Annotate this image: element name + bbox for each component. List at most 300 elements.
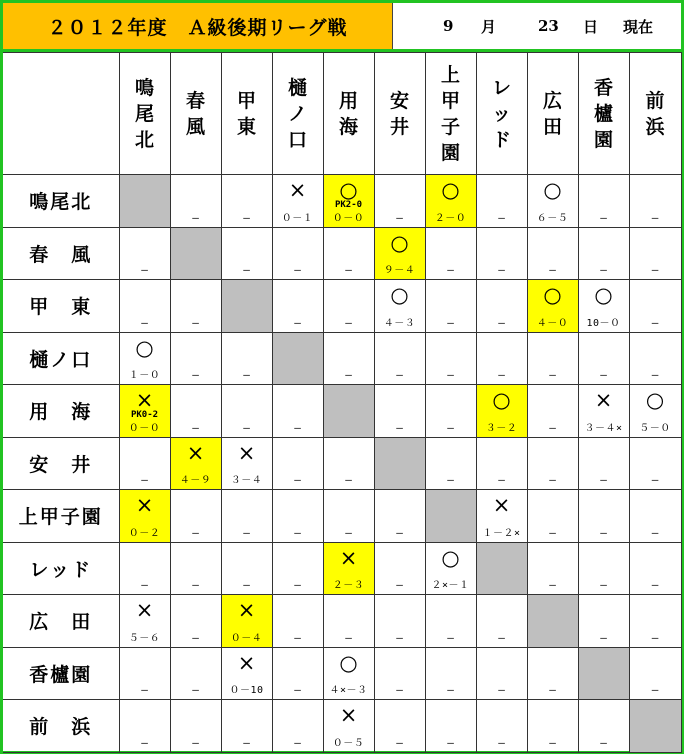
no-result-dash: –: [294, 420, 301, 434]
no-result-dash: –: [243, 263, 250, 276]
column-team-name: 鳴尾北: [134, 76, 154, 151]
result-cell: [119, 280, 170, 333]
result-cell: [527, 332, 578, 385]
result-cell: [221, 595, 272, 648]
result-cell: [425, 647, 476, 700]
no-result-dash: –: [651, 630, 659, 644]
no-result-dash: –: [549, 263, 556, 276]
pk-score: PK0-2: [130, 410, 159, 420]
result-cell: [374, 542, 425, 595]
no-result-dash: –: [243, 210, 250, 224]
table-row: [3, 595, 681, 648]
no-result-dash: –: [396, 210, 403, 224]
result-cell: [170, 332, 221, 385]
no-result-dash: –: [600, 263, 607, 276]
no-result-dash: –: [600, 368, 607, 381]
result-cell: [323, 647, 374, 700]
result-cell: [578, 280, 629, 333]
no-result-dash: –: [345, 368, 352, 381]
loss-mark: ×: [339, 703, 358, 727]
win-mark: ○: [135, 335, 154, 360]
match-score: ５－０: [639, 422, 671, 434]
no-result-dash: –: [498, 683, 505, 696]
self-match-cell: [323, 385, 374, 438]
column-team-name: 甲東: [236, 89, 256, 138]
no-result-dash: –: [294, 315, 301, 329]
header-bar: [3, 3, 681, 52]
result-cell: [119, 437, 170, 490]
table-row: [3, 227, 681, 280]
result-cell: [119, 385, 170, 438]
no-result-dash: –: [651, 525, 659, 539]
result-cell: [578, 227, 629, 280]
result-cell: [629, 647, 681, 700]
result-cell: [272, 227, 323, 280]
self-match-cell: [374, 437, 425, 490]
pk-score: PK2-0: [334, 200, 363, 210]
result-cell: [425, 175, 476, 228]
result-cell: [119, 332, 170, 385]
result-cell: [374, 647, 425, 700]
column-header: [119, 53, 170, 175]
result-cell: [374, 385, 425, 438]
result-cell: [119, 647, 170, 700]
loss-mark: ×: [339, 545, 358, 570]
result-cell: [221, 385, 272, 438]
match-score: ９－４: [383, 265, 416, 276]
no-result-dash: –: [192, 630, 199, 644]
no-result-dash: –: [294, 735, 301, 749]
result-cell: [527, 227, 578, 280]
no-result-dash: –: [600, 473, 607, 486]
result-cell: [323, 700, 374, 753]
match-score: ０－５: [332, 737, 365, 749]
no-result-dash: –: [192, 420, 199, 434]
result-cell: [323, 175, 374, 228]
no-result-dash: –: [549, 473, 556, 486]
result-cell: [629, 542, 681, 595]
match-score: ３－４: [230, 475, 263, 486]
no-result-dash: –: [498, 735, 505, 749]
result-cell: [527, 280, 578, 333]
corner-cell: [3, 53, 119, 175]
result-cell: [221, 647, 272, 700]
date-display: [393, 3, 681, 49]
no-result-dash: –: [447, 735, 454, 749]
result-cell: [323, 437, 374, 490]
result-cell: [374, 175, 425, 228]
result-cell: [170, 700, 221, 753]
table-row: [3, 280, 681, 333]
no-result-dash: –: [294, 630, 301, 644]
result-cell: [119, 700, 170, 753]
win-mark: ○: [339, 178, 358, 202]
loss-mark: ×: [288, 178, 307, 202]
result-cell: [578, 595, 629, 648]
result-cell: [272, 175, 323, 228]
result-cell: [578, 700, 629, 753]
result-cell: [119, 227, 170, 280]
no-result-dash: –: [498, 315, 505, 329]
match-score: ０－０: [128, 422, 161, 434]
column-header: [272, 53, 323, 175]
no-result-dash: –: [141, 578, 148, 591]
result-cell: [425, 227, 476, 280]
result-cell: [425, 700, 476, 753]
result-cell: [374, 332, 425, 385]
no-result-dash: –: [192, 315, 199, 329]
result-cell: [221, 175, 272, 228]
no-result-dash: –: [549, 683, 556, 696]
table-row: [3, 647, 681, 700]
result-cell: [272, 385, 323, 438]
self-match-cell: [272, 332, 323, 385]
loss-mark: ×: [186, 440, 205, 465]
result-cell: [476, 595, 527, 648]
row-team-name: 安 井: [3, 437, 119, 490]
date-month-unit: 月: [481, 17, 497, 36]
no-result-dash: –: [192, 525, 199, 539]
result-cell: [323, 332, 374, 385]
result-cell: [323, 490, 374, 543]
row-team-name: 香櫨園: [3, 647, 119, 700]
no-result-dash: –: [192, 735, 199, 749]
loss-mark: ×: [135, 388, 154, 412]
no-result-dash: –: [600, 735, 607, 749]
result-cell: [170, 280, 221, 333]
no-result-dash: –: [651, 368, 659, 381]
match-score: ０－４: [230, 632, 263, 644]
column-header: [374, 53, 425, 175]
row-team-name: 広 田: [3, 595, 119, 648]
result-cell: [629, 227, 681, 280]
column-header: [221, 53, 272, 175]
result-cell: [221, 332, 272, 385]
result-cell: [578, 385, 629, 438]
result-cell: [527, 385, 578, 438]
match-score: ２×－１: [431, 580, 470, 591]
column-header: [527, 53, 578, 175]
league-title: ２０１２年度 Ａ級後期リーグ戦: [3, 3, 393, 49]
column-team-name: 香櫨園: [593, 76, 613, 151]
result-cell: [629, 280, 681, 333]
result-cell: [476, 227, 527, 280]
row-team-name: 上甲子園: [3, 490, 119, 543]
no-result-dash: –: [192, 578, 199, 591]
no-result-dash: –: [447, 683, 454, 696]
result-cell: [476, 280, 527, 333]
column-team-name: 広田: [542, 89, 562, 138]
match-score: ２－３: [332, 580, 365, 591]
result-cell: [170, 647, 221, 700]
win-mark: ○: [543, 283, 562, 307]
match-score: ０－10: [229, 685, 264, 696]
result-cell: [170, 490, 221, 543]
result-cell: [221, 542, 272, 595]
no-result-dash: –: [243, 368, 250, 381]
column-team-name: 上甲子園: [440, 63, 460, 164]
result-cell: [476, 700, 527, 753]
match-score: ０－１: [281, 212, 314, 224]
result-cell: [425, 437, 476, 490]
result-cell: [272, 280, 323, 333]
column-team-name: 用海: [338, 89, 358, 138]
column-team-name: レッド: [491, 76, 511, 151]
row-team-name: レッド: [3, 542, 119, 595]
no-result-dash: –: [192, 368, 199, 381]
row-team-name: 甲 東: [3, 280, 119, 333]
no-result-dash: –: [396, 525, 403, 539]
result-cell: [527, 647, 578, 700]
self-match-cell: [170, 227, 221, 280]
result-cell: [527, 490, 578, 543]
results-table: [3, 52, 682, 753]
no-result-dash: –: [600, 525, 607, 539]
self-match-cell: [578, 647, 629, 700]
loss-mark: ×: [237, 650, 256, 675]
table-row: [3, 542, 681, 595]
result-cell: [170, 175, 221, 228]
no-result-dash: –: [447, 630, 454, 644]
match-score: ４－３: [383, 317, 416, 329]
result-cell: [374, 280, 425, 333]
result-cell: [119, 542, 170, 595]
match-score: ４×－３: [329, 685, 368, 696]
no-result-dash: –: [141, 473, 148, 486]
row-team-name: 鳴尾北: [3, 175, 119, 228]
self-match-cell: [119, 175, 170, 228]
result-cell: [374, 227, 425, 280]
table-row: [3, 385, 681, 438]
result-cell: [629, 175, 681, 228]
row-team-name: 春 風: [3, 227, 119, 280]
result-cell: [578, 332, 629, 385]
result-cell: [476, 332, 527, 385]
no-result-dash: –: [345, 263, 352, 276]
result-cell: [374, 700, 425, 753]
no-result-dash: –: [549, 735, 556, 749]
no-result-dash: –: [396, 735, 403, 749]
no-result-dash: –: [396, 630, 403, 644]
result-cell: [476, 490, 527, 543]
result-cell: [272, 542, 323, 595]
no-result-dash: –: [498, 630, 505, 644]
no-result-dash: –: [243, 420, 250, 434]
result-cell: [425, 332, 476, 385]
loss-mark: ×: [135, 598, 154, 622]
result-cell: [119, 490, 170, 543]
no-result-dash: –: [651, 263, 659, 276]
win-mark: ○: [441, 178, 460, 202]
table-row: [3, 437, 681, 490]
result-cell: [221, 490, 272, 543]
match-score: 10－０: [586, 317, 621, 329]
no-result-dash: –: [498, 263, 505, 276]
result-cell: [170, 542, 221, 595]
no-result-dash: –: [345, 473, 352, 486]
result-cell: [476, 175, 527, 228]
result-cell: [527, 437, 578, 490]
no-result-dash: –: [651, 315, 659, 329]
loss-mark: ×: [594, 388, 613, 412]
no-result-dash: –: [651, 210, 659, 224]
column-header: [476, 53, 527, 175]
result-cell: [578, 542, 629, 595]
no-result-dash: –: [651, 473, 659, 486]
no-result-dash: –: [600, 210, 607, 224]
result-cell: [272, 700, 323, 753]
column-team-name: 安井: [389, 89, 409, 138]
column-header: [425, 53, 476, 175]
date-day-unit: 日: [583, 17, 599, 36]
column-team-name: 春風: [185, 89, 205, 138]
result-cell: [272, 647, 323, 700]
win-mark: ○: [543, 178, 562, 202]
loss-mark: ×: [237, 440, 256, 465]
no-result-dash: –: [549, 525, 556, 539]
no-result-dash: –: [141, 735, 148, 749]
win-mark: ○: [492, 388, 511, 412]
column-team-name: 樋ノ口: [287, 76, 307, 151]
no-result-dash: –: [447, 420, 454, 434]
match-score: ３－４×: [584, 422, 623, 434]
no-result-dash: –: [447, 473, 454, 486]
loss-mark: ×: [492, 493, 511, 517]
no-result-dash: –: [651, 578, 659, 591]
column-team-name: 前浜: [645, 89, 665, 138]
no-result-dash: –: [243, 525, 250, 539]
result-cell: [323, 280, 374, 333]
no-result-dash: –: [447, 315, 454, 329]
match-score: ４－９: [179, 475, 212, 486]
result-cell: [425, 385, 476, 438]
loss-mark: ×: [135, 493, 154, 517]
self-match-cell: [476, 542, 527, 595]
win-mark: ○: [390, 230, 409, 255]
no-result-dash: –: [345, 630, 352, 644]
no-result-dash: –: [396, 683, 403, 696]
result-cell: [221, 437, 272, 490]
no-result-dash: –: [396, 420, 403, 434]
no-result-dash: –: [243, 578, 250, 591]
match-score: １－２×: [482, 527, 521, 539]
result-cell: [527, 175, 578, 228]
date-month: 9: [443, 17, 454, 35]
no-result-dash: –: [549, 368, 556, 381]
result-cell: [272, 595, 323, 648]
result-cell: [323, 542, 374, 595]
result-cell: [527, 542, 578, 595]
match-score: ２－０: [434, 212, 467, 224]
no-result-dash: –: [498, 368, 505, 381]
no-result-dash: –: [549, 420, 556, 434]
result-cell: [629, 490, 681, 543]
result-cell: [119, 595, 170, 648]
no-result-dash: –: [600, 630, 607, 644]
no-result-dash: –: [243, 735, 250, 749]
table-row: [3, 490, 681, 543]
result-cell: [272, 490, 323, 543]
result-cell: [578, 490, 629, 543]
column-header: [629, 53, 681, 175]
date-day: 23: [538, 17, 559, 35]
table-row: [3, 332, 681, 385]
result-cell: [170, 595, 221, 648]
result-cell: [221, 227, 272, 280]
result-cell: [425, 542, 476, 595]
column-header: [170, 53, 221, 175]
win-mark: ○: [390, 283, 409, 307]
no-result-dash: –: [600, 578, 607, 591]
no-result-dash: –: [651, 683, 659, 696]
result-cell: [221, 700, 272, 753]
result-cell: [425, 280, 476, 333]
self-match-cell: [629, 700, 681, 753]
column-header: [323, 53, 374, 175]
result-cell: [476, 647, 527, 700]
no-result-dash: –: [294, 525, 301, 539]
match-score: ３－２: [485, 422, 518, 434]
self-match-cell: [425, 490, 476, 543]
result-cell: [374, 595, 425, 648]
result-cell: [425, 595, 476, 648]
self-match-cell: [527, 595, 578, 648]
no-result-dash: –: [294, 473, 301, 486]
row-team-name: 樋ノ口: [3, 332, 119, 385]
result-cell: [629, 385, 681, 438]
row-team-name: 前 浜: [3, 700, 119, 753]
result-cell: [170, 385, 221, 438]
no-result-dash: –: [294, 683, 301, 696]
no-result-dash: –: [498, 473, 505, 486]
result-cell: [527, 700, 578, 753]
table-row: [3, 700, 681, 753]
result-cell: [272, 437, 323, 490]
date-status: 現在: [623, 17, 654, 36]
self-match-cell: [221, 280, 272, 333]
win-mark: ○: [594, 283, 613, 307]
no-result-dash: –: [549, 578, 556, 591]
no-result-dash: –: [141, 683, 148, 696]
no-result-dash: –: [192, 210, 199, 224]
result-cell: [629, 332, 681, 385]
no-result-dash: –: [294, 263, 301, 276]
result-cell: [629, 595, 681, 648]
no-result-dash: –: [345, 525, 352, 539]
result-cell: [578, 437, 629, 490]
loss-mark: ×: [237, 598, 256, 622]
match-score: ６－５: [536, 212, 569, 224]
no-result-dash: –: [345, 315, 352, 329]
result-cell: [629, 437, 681, 490]
no-result-dash: –: [447, 368, 454, 381]
result-cell: [476, 437, 527, 490]
win-mark: ○: [645, 388, 665, 412]
result-cell: [323, 227, 374, 280]
no-result-dash: –: [447, 263, 454, 276]
row-team-name: 用 海: [3, 385, 119, 438]
match-score: ０－２: [128, 527, 161, 539]
no-result-dash: –: [141, 263, 148, 276]
result-cell: [578, 175, 629, 228]
result-cell: [170, 437, 221, 490]
no-result-dash: –: [498, 210, 505, 224]
no-result-dash: –: [396, 578, 403, 591]
match-score: ５－６: [128, 632, 161, 644]
table-row: [3, 175, 681, 228]
no-result-dash: –: [294, 578, 301, 591]
no-result-dash: –: [141, 315, 148, 329]
